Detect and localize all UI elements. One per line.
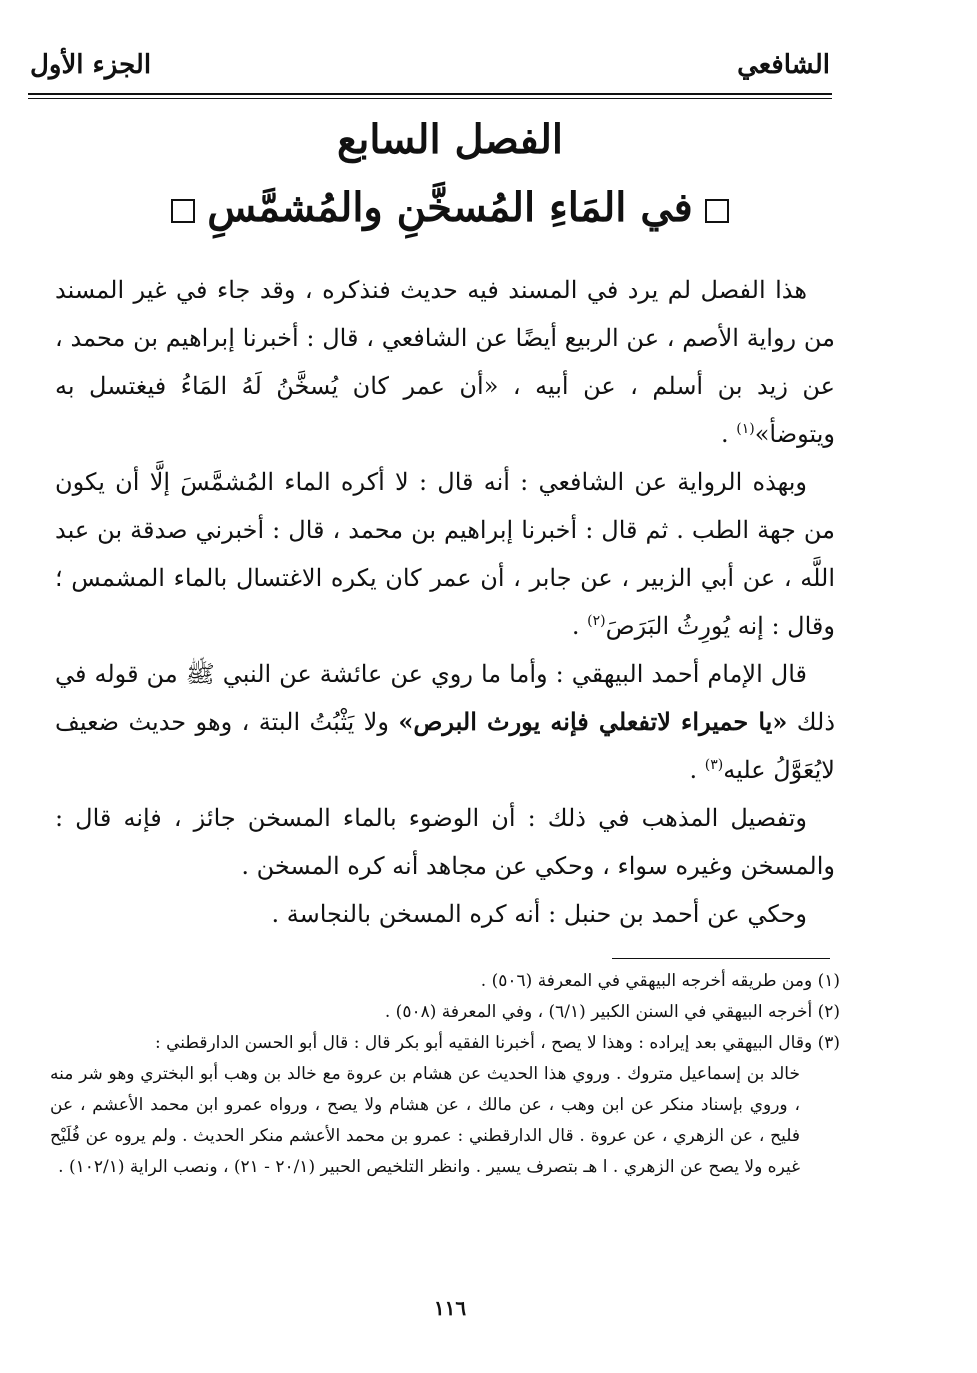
page-number: ١١٦ bbox=[433, 1296, 467, 1320]
paragraph-end: . bbox=[571, 612, 588, 640]
chapter-subtitle: في المَاءِ المُسخَّنِ والمُشمَّسِ bbox=[207, 184, 693, 231]
paragraph-end: . bbox=[720, 420, 737, 448]
footnote: (٣) وقال البيهقي بعد إيراده : وهذا لا يصح ، أخبرنا الفقيه أبو بكر قال : قال أبو الحسن الدارقطني : bbox=[154, 1033, 840, 1053]
header-rule-thin bbox=[28, 98, 832, 99]
paragraph-text: وبهذه الرواية عن الشافعي : أنه قال : لا أكره الماء المُشمَّسَ إلَّا أن يكون من جهة الطب . ثم قال : أخبرنا إبراهيم بن محمد ، قال : أخبرني صدقة بن عبد اللَّه ، عن أبي الزبير ، عن جابر ، أن عمر كان يكره الاغتسال بالماء المشمس ؛ وقال : إنه يُورِثُ البَرَصَ bbox=[55, 468, 835, 640]
main-text bbox=[55, 266, 835, 938]
footnote-ref: (١) bbox=[736, 421, 755, 437]
chapter-title: الفصل السابع bbox=[336, 116, 564, 163]
paragraph-text: قال الإمام أحمد البيهقي : وأما ما روي عن عائشة عن النبي ﷺ من قوله في ذلك bbox=[55, 660, 836, 736]
paragraph bbox=[55, 266, 835, 458]
paragraph-text: وتفصيل المذهب في ذلك : أن الوضوء بالماء المسخن جائز ، فإنه قال : والمسخن وغيره سواء ، وحكي عن مجاهد أنه كره المسخن . bbox=[55, 804, 835, 880]
footnote-continuation: خالد بن إسماعيل متروك . وروي هذا الحديث عن هشام بن عروة مع خالد بن وهب أبو البختري وهو شر منه ، وروي بإسناد منكر عن ابن وهب ، عن مالك ، عن هشام ولا يصح ، ورواه عمرو ابن محمد الأعشم ، عن فليح ، عن الزهري ، عن عروة . قال الدارقطني : عمرو بن محمد الأعشم منكر الحديث . ولم يروه عن فُلَيْح غيره ولا يصح عن الزهري . ا هـ بتصرف يسير . وانظر التلخيص الحبير (٢٠/١ - ٢١) ، ونصب الراية (١٠٢/١) . bbox=[50, 1064, 800, 1177]
header-book-title: الشافعي bbox=[737, 50, 830, 80]
running-header bbox=[30, 50, 830, 86]
chapter-subtitle-line bbox=[0, 184, 900, 231]
footnote: (١) ومن طريقه أخرجه البيهقي في المعرفة (٥٠٦) . bbox=[480, 971, 840, 991]
paragraph-end: . bbox=[689, 756, 705, 784]
footnote-separator bbox=[612, 958, 830, 959]
paragraph bbox=[55, 650, 835, 794]
paragraph bbox=[55, 890, 835, 938]
footnote: (٢) أخرجه البيهقي في السنن الكبير (٦/١) ، وفي المعرفة (٥٠٨) . bbox=[384, 1002, 840, 1022]
header-rule bbox=[28, 93, 832, 95]
footnotes bbox=[50, 966, 840, 1183]
paragraph-text: ولا يَثْبُتُ البتة ، وهو حديث ضعيف لايُعَوَّلُ عليه bbox=[55, 708, 835, 784]
paragraph bbox=[55, 794, 835, 890]
square-ornament-icon bbox=[171, 199, 195, 223]
header-volume: الجزء الأول bbox=[30, 50, 152, 80]
hadith-quote: «يا حميراء لاتفعلي فإنه يورث البرص» bbox=[398, 707, 788, 736]
footnote-ref: (٣) bbox=[704, 757, 724, 773]
footnote-ref: (٢) bbox=[587, 613, 606, 629]
paragraph bbox=[55, 458, 835, 650]
paragraph-text: هذا الفصل لم يرد في المسند فيه حديث فنذكره ، وقد جاء في غير المسند من رواية الأصم ، عن الربيع أيضًا عن الشافعي ، قال : أخبرنا إبراهيم بن محمد ، عن زيد بن أسلم ، عن أبيه ، «أن عمر كان يُسخَّنُ لَهُ المَاءُ فيغتسل به ويتوضأ» bbox=[55, 276, 835, 448]
paragraph-text: وحكي عن أحمد بن حنبل : أنه كره المسخن بالنجاسة . bbox=[271, 900, 807, 928]
square-ornament-icon bbox=[705, 199, 729, 223]
